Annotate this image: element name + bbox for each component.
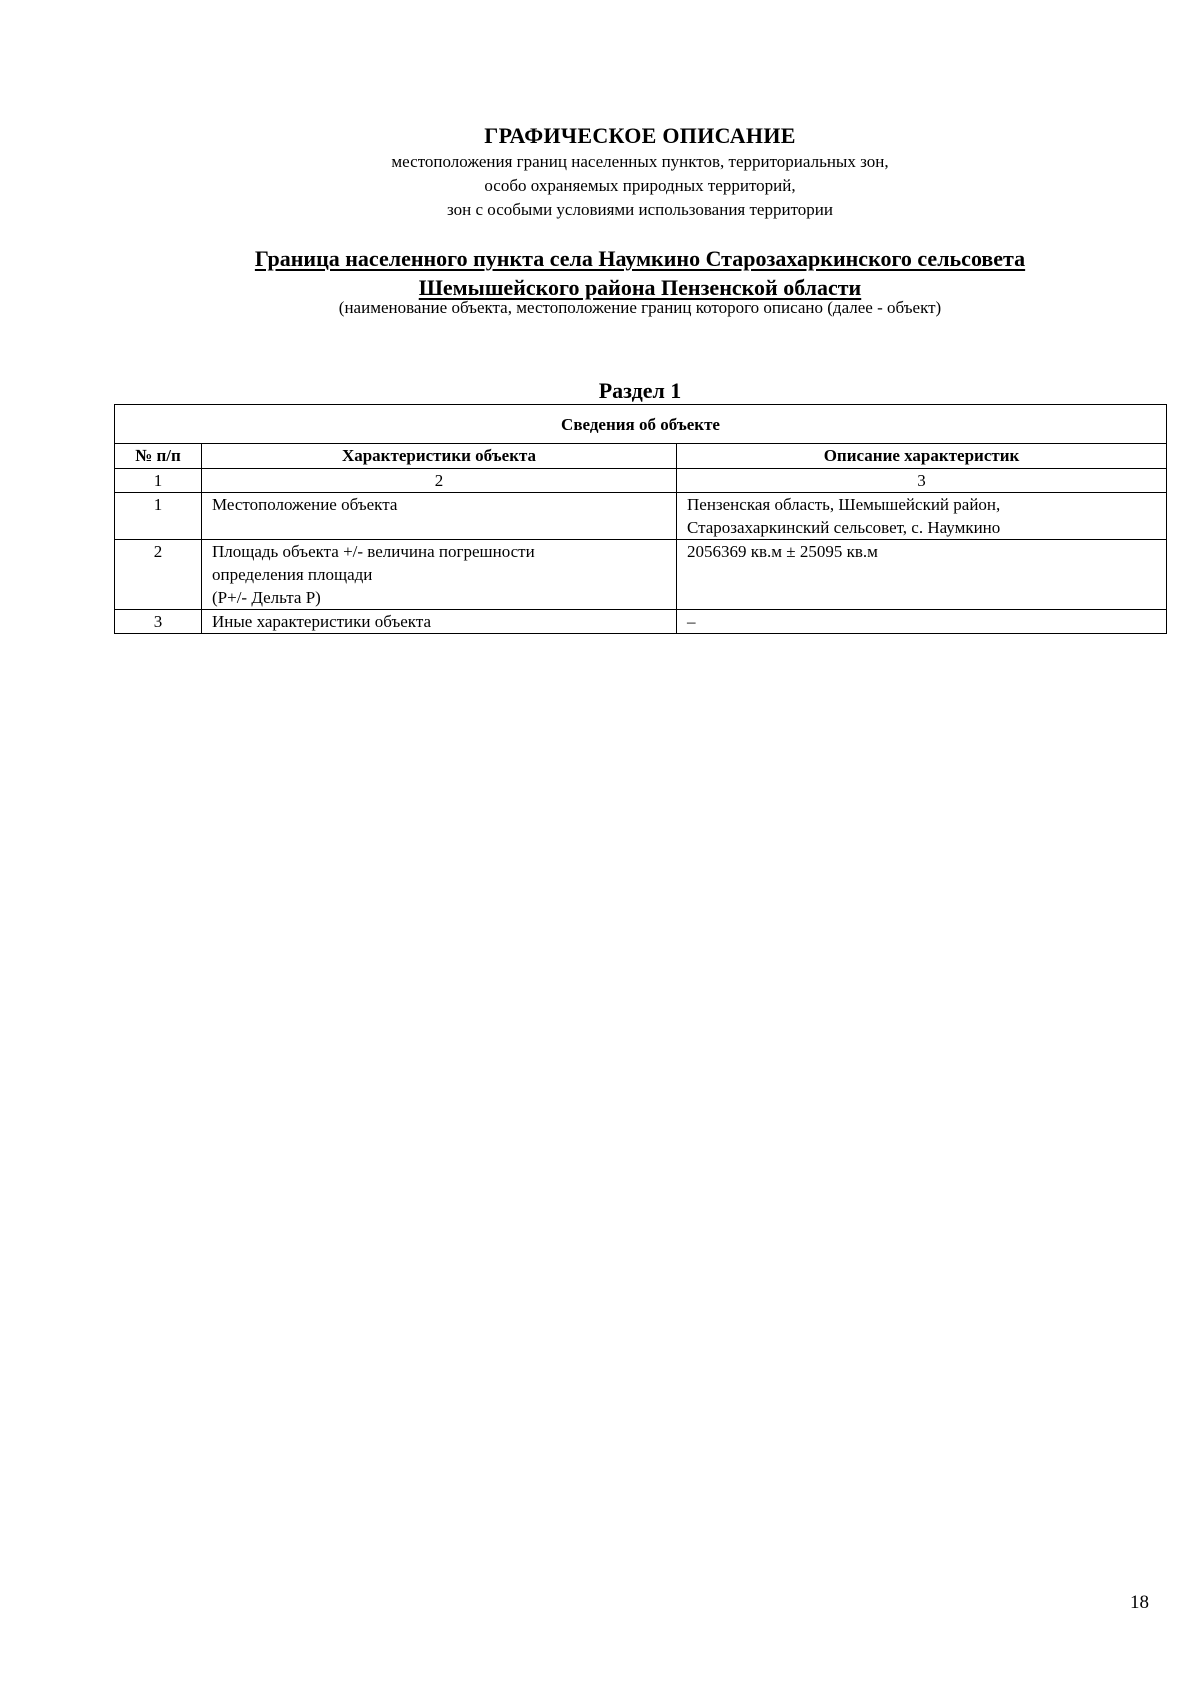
cell-line: (P+/- Дельта P) — [212, 588, 321, 607]
subtitle-line: особо охраняемых природных территорий, — [484, 176, 796, 195]
section-title: Раздел 1 — [598, 378, 682, 403]
table-caption: Сведения об объекте — [115, 405, 1167, 444]
row-number: 2 — [115, 540, 202, 610]
cell-line: Местоположение объекта — [212, 495, 398, 514]
object-name-line: Граница населенного пункта села Наумкино Старозахаркинского сельсовета — [254, 246, 1026, 271]
cell-line: Иные характеристики объекта — [212, 612, 432, 631]
table-row — [115, 540, 1167, 610]
row-characteristic — [202, 540, 677, 610]
cell-line: определения площади — [212, 565, 373, 584]
column-header-number: № п/п — [115, 444, 202, 469]
column-number: 1 — [115, 469, 202, 493]
cell-line: 2056369 кв.м ± 25095 кв.м — [687, 542, 878, 561]
column-header-characteristic: Характеристики объекта — [202, 444, 677, 469]
subtitle-line: местоположения границ населенных пунктов, территориальных зон, — [391, 152, 889, 171]
cell-line: – — [687, 612, 696, 631]
object-info-table — [114, 404, 1167, 634]
table-row — [115, 493, 1167, 540]
table-caption-row — [115, 405, 1167, 444]
row-number: 3 — [115, 610, 202, 634]
page-number: 18 — [1130, 1592, 1149, 1613]
column-numbers-row — [115, 469, 1167, 493]
column-number: 2 — [202, 469, 677, 493]
column-header-description: Описание характеристик — [677, 444, 1167, 469]
object-name — [0, 244, 1200, 302]
column-number: 3 — [677, 469, 1167, 493]
object-caption: (наименование объекта, местоположение границ которого описано (далее - объект) — [338, 298, 942, 317]
object-name-line: Шемышейского района Пензенской области — [418, 275, 862, 300]
cell-line: Старозахаркинский сельсовет, с. Наумкино — [687, 518, 1001, 537]
cell-line: Пензенская область, Шемышейский район, — [687, 495, 1001, 514]
row-description — [677, 493, 1167, 540]
document-subtitle — [0, 150, 1200, 222]
row-description — [677, 540, 1167, 610]
row-characteristic — [202, 610, 677, 634]
table-header-row — [115, 444, 1167, 469]
row-characteristic — [202, 493, 677, 540]
row-description — [677, 610, 1167, 634]
document-title: ГРАФИЧЕСКОЕ ОПИСАНИЕ — [484, 123, 796, 148]
cell-line: Площадь объекта +/- величина погрешности — [212, 542, 535, 561]
table-row — [115, 610, 1167, 634]
row-number: 1 — [115, 493, 202, 540]
subtitle-line: зон с особыми условиями использования территории — [447, 200, 833, 219]
